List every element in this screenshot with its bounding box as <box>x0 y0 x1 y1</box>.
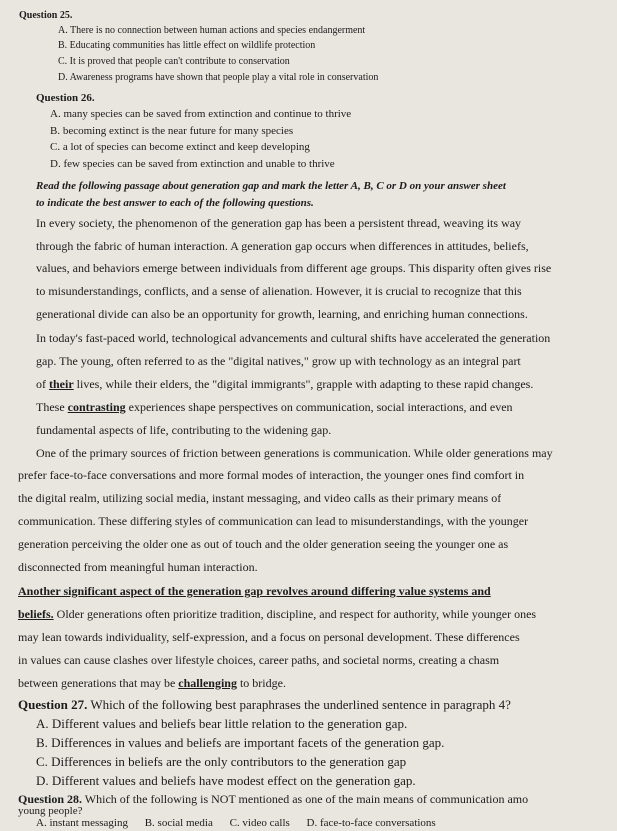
q27-option-c: C. Differences in beliefs are the only contributors to the generation gap <box>36 754 407 769</box>
q28-option-c: C. video calls <box>229 817 290 829</box>
q27-stem: Question 27. Which of the following best paraphrases the underlined sentence in paragraph 4? <box>18 697 511 712</box>
q28-title: Question 28. <box>18 792 83 806</box>
underlined-contrasting: contrasting <box>67 400 126 414</box>
p3-line-4: communication. These differing styles of communication can lead to misunderstandings, with the younger <box>18 514 529 528</box>
p3-line-5: generation perceiving the older one as out of touch and the older generation seeing the younger one as <box>18 537 509 551</box>
p2-line-3: of their lives, while their elders, the "digital immigrants", grapple with adapting to these rapid changes. <box>36 377 534 391</box>
q27-title: Question 27. <box>18 697 88 712</box>
q26-option-b: B. becoming extinct is the near future for many species <box>50 125 294 137</box>
instruction-line-2: to indicate the best answer to each of the following questions. <box>36 197 314 209</box>
q28-options <box>36 817 436 829</box>
p1-line-3: values, and behaviors emerge between individuals from different age groups. This disparity often gives rise <box>36 261 552 275</box>
p2-line-5: fundamental aspects of life, contributing to the widening gap. <box>36 423 332 437</box>
q26-option-c: C. a lot of species can become extinct and keep developing <box>50 141 310 153</box>
q27-option-b: B. Differences in values and beliefs are important facets of the generation gap. <box>36 735 445 750</box>
p2-line-1: In today's fast-paced world, technological advancements and cultural shifts have accelerated the generation <box>36 331 551 345</box>
p2-line-4: These contrasting experiences shape perspectives on communication, social interactions, and even <box>36 400 513 414</box>
q27-option-d: D. Different values and beliefs have modest effect on the generation gap. <box>36 773 416 788</box>
p4-line-4: in values can cause clashes over lifestyle choices, career paths, and societal norms, creating a chasm <box>18 653 500 667</box>
underlined-their: their <box>49 377 74 391</box>
q28-stem-line-2: young people? <box>18 805 83 817</box>
q28-option-a: A. instant messaging <box>36 817 128 829</box>
q25-option-b: B. Educating communities has little effect on wildlife protection <box>58 40 316 51</box>
q25-title: Question 25. <box>19 10 73 21</box>
instruction-line-1: Read the following passage about generation gap and mark the letter A, B, C or D on your answer sheet <box>36 180 506 192</box>
q26-option-d: D. few species can be saved from extinction and unable to thrive <box>50 158 335 170</box>
q28-stem: Question 28. Which of the following is NOT mentioned as one of the main means of communication amo <box>18 792 529 806</box>
p3-line-2: prefer face-to-face conversations and more formal modes of interaction, the younger ones find comfort in <box>18 468 525 482</box>
p4-line-2: beliefs. Older generations often prioritize tradition, discipline, and respect for authority, while younger ones <box>18 607 537 621</box>
p2-line-2: gap. The young, often referred to as the "digital natives," grow up with technology as an integral part <box>36 354 521 368</box>
p1-line-2: through the fabric of human interaction. A generation gap occurs when differences in attitudes, beliefs, <box>36 239 529 253</box>
p3-line-6: disconnected from meaningful human interaction. <box>18 560 258 574</box>
p4-line-1-underlined: Another significant aspect of the generation gap revolves around differing value systems and <box>18 584 491 598</box>
p4-line-3: may lean towards individuality, self-expression, and a focus on personal development. These differences <box>18 630 520 644</box>
p3-line-1: One of the primary sources of friction between generations is communication. While older generations may <box>36 446 553 460</box>
p1-line-4: to misunderstandings, conflicts, and a sense of alienation. However, it is crucial to recognize that this <box>36 284 522 298</box>
q25-option-d: D. Awareness programs have shown that people play a vital role in conservation <box>58 72 379 83</box>
underlined-challenging: challenging <box>178 676 237 690</box>
p1-line-1: In every society, the phenomenon of the generation gap has been a persistent thread, weaving its way <box>36 216 522 230</box>
q28-option-b: B. social media <box>144 817 213 829</box>
q27-option-a: A. Different values and beliefs bear little relation to the generation gap. <box>36 716 408 731</box>
p1-line-5: generational divide can also be an opportunity for growth, learning, and enriching human connections. <box>36 307 528 321</box>
q25-option-a: A. There is no connection between human actions and species endangerment <box>58 25 366 36</box>
p3-line-3: the digital realm, utilizing social media, instant messaging, and video calls as their primary means of <box>18 491 502 505</box>
q28-option-d: D. face-to-face conversations <box>306 817 436 829</box>
q26-option-a: A. many species can be saved from extinction and continue to thrive <box>50 108 352 120</box>
q25-option-c: C. It is proved that people can't contribute to conservation <box>58 56 290 67</box>
underlined-beliefs: beliefs. <box>18 607 54 621</box>
q26-title: Question 26. <box>36 92 95 104</box>
p4-line-5: between generations that may be challenging to bridge. <box>18 676 286 690</box>
